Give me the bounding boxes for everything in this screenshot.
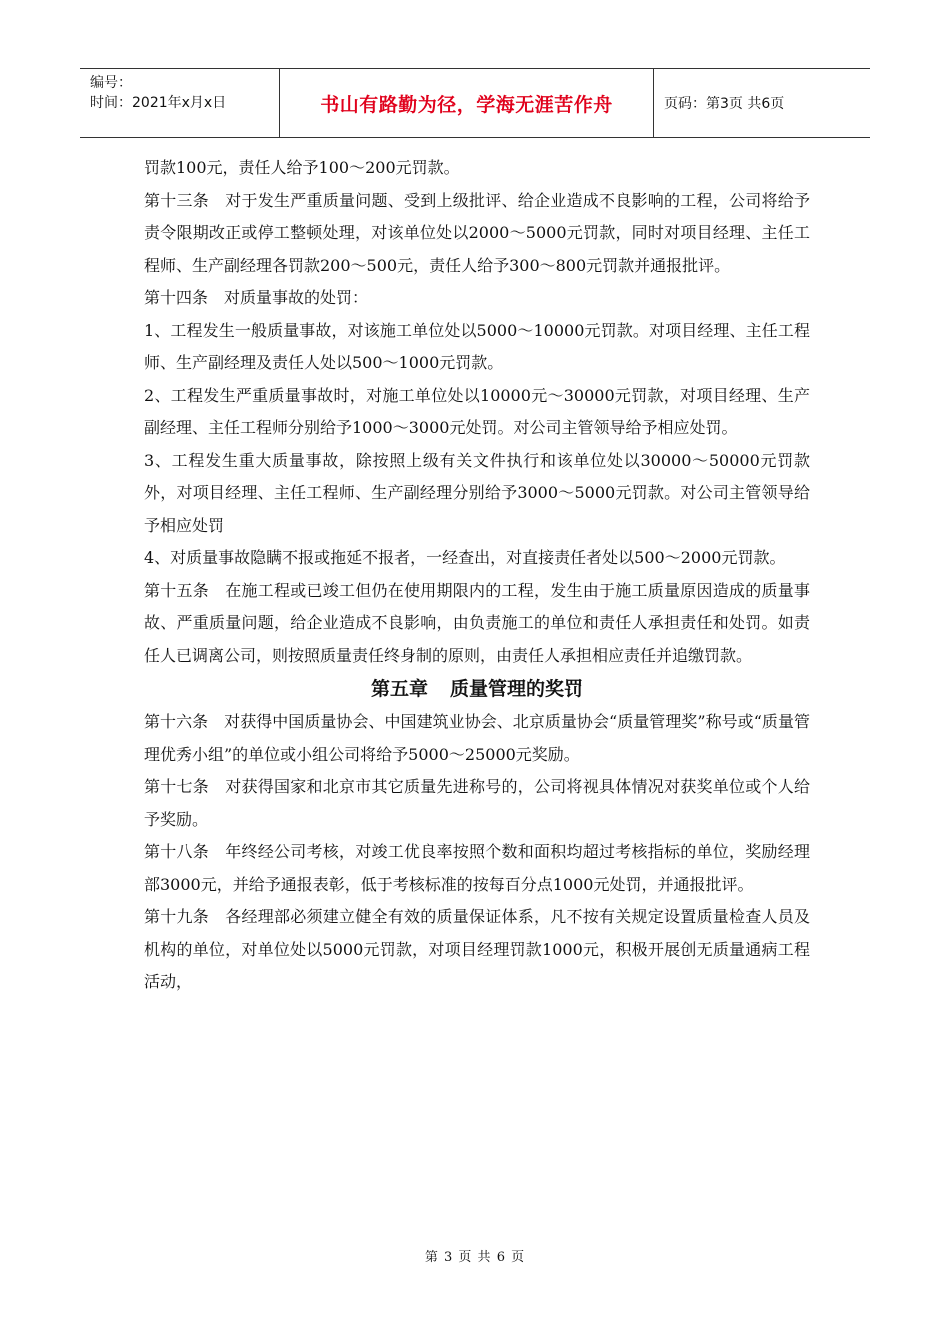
document-body — [144, 152, 810, 999]
header-meta — [80, 69, 280, 137]
list-item-4: 4、对质量事故隐瞒不报或拖延不报者，一经查出，对直接责任者处以500～2000元罚款。 — [144, 548, 786, 567]
list-item-3: 3、工程发生重大质量事故，除按照上级有关文件执行和该单位处以30000～50000元罚款外，对项目经理、主任工程师、生产副经理分别给予3000～5000元罚款。对公司主管领导给予相应处罚 — [144, 450, 810, 535]
article-14: 第十四条 对质量事故的处罚： — [144, 288, 369, 307]
article-18: 第十八条 年终经公司考核，对竣工优良率按照个数和面积均超过考核指标的单位，奖励经理部3000元，并给予通报表彰，低于考核标准的按每百分点1000元处罚，并通报批评。 — [144, 842, 810, 894]
list-item-2: 2、工程发生严重质量事故时，对施工单位处以10000元～30000元罚款，对项目经理、生产副经理、主任工程师分别给予1000～3000元处罚。对公司主管领导给予相应处罚。 — [144, 385, 810, 437]
article-19: 第十九条 各经理部必须建立健全有效的质量保证体系，凡不按有关规定设置质量检查人员及机构的单位，对单位处以5000元罚款，对项目经理罚款1000元，积极开展创无质量通病工程活动， — [144, 907, 810, 991]
page-header — [80, 68, 870, 138]
page-footer: 第 3 页 共 6 页 — [424, 1250, 526, 1265]
article-16: 第十六条 对获得中国质量协会、中国建筑业协会、北京质量协会“质量管理奖”称号或“质量管理优秀小组”的单位或小组公司将给予5000～25000元奖励。 — [144, 712, 810, 764]
article-17: 第十七条 对获得国家和北京市其它质量先进称号的，公司将视具体情况对获奖单位或个人给予奖励。 — [144, 777, 810, 829]
header-motto: 书山有路勤为径，学海无涯苦作舟 — [280, 69, 654, 137]
article-13: 第十三条 对于发生严重质量问题、受到上级批评、给企业造成不良影响的工程，公司将给予责令限期改正或停工整顿处理，对该单位处以2000～5000元罚款，同时对项目经理、主任工程师、生产副经理各罚款200～500元，责任人给予300～800元罚款并通报批评。 — [144, 190, 810, 275]
paragraph: 罚款100元，责任人给予100～200元罚款。 — [144, 158, 460, 177]
document-number-label: 编号： — [90, 75, 132, 91]
header-page-info: 页码：第3页 共6页 — [664, 96, 785, 112]
article-15: 第十五条 在施工程或已竣工但仍在使用期限内的工程，发生由于施工质量原因造成的质量事故、严重质量问题，给企业造成不良影响，由负责施工的单位和责任人承担责任和处罚。如责任人已调离公司，则按照质量责任终身制的原则，由责任人承担相应责任并追缴罚款。 — [144, 580, 810, 665]
chapter-title: 质量管理的奖罚 — [450, 678, 584, 700]
chapter-heading — [144, 672, 810, 706]
chapter-number: 第五章 — [370, 678, 428, 700]
document-time-label: 时间：2021年x月x日 — [90, 95, 227, 111]
list-item-1: 1、工程发生一般质量事故，对该施工单位处以5000～10000元罚款。对项目经理、主任工程师、生产副经理及责任人处以500～1000元罚款。 — [144, 320, 810, 372]
